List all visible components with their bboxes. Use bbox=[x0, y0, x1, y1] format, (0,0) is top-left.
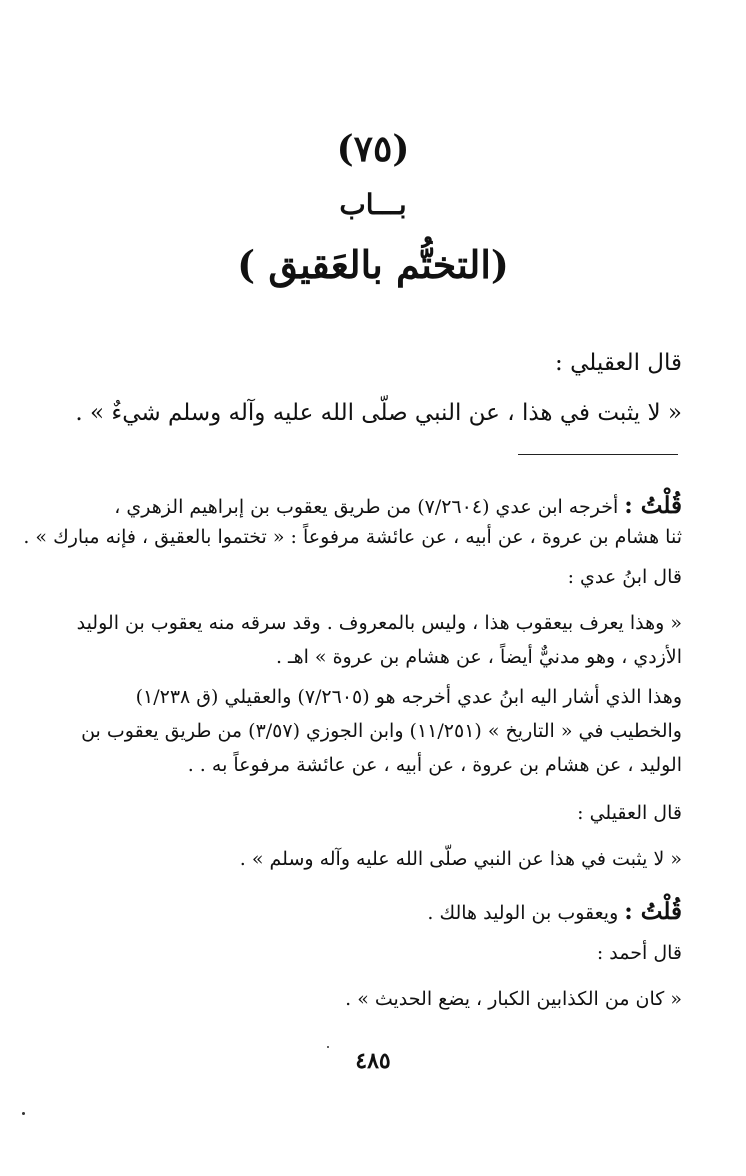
commentary-line: وهذا الذي أشار اليه ابنُ عدي أخرجه هو (٧/٢٦٠٥) والعقيلي (ق ١/٢٣٨) bbox=[135, 686, 682, 708]
commentary-line: قال أحمد : bbox=[596, 942, 682, 964]
commentary-line: ثنا هشام بن عروة ، عن أبيه ، عن عائشة مرفوعاً : « تختموا بالعقيق ، فإنه مبارك » . bbox=[23, 526, 682, 548]
commentary-line: الوليد ، عن هشام بن عروة ، عن أبيه ، عن عائشة مرفوعاً به . . bbox=[187, 754, 682, 776]
commentary-text: ويعقوب بن الوليد هالك . bbox=[427, 902, 625, 924]
section-label: بـــاب bbox=[339, 188, 407, 221]
commentary-line: « وهذا يعرف بيعقوب هذا ، وليس بالمعروف . وقد سرقه منه يعقوب بن الوليد bbox=[76, 612, 682, 634]
section-title: (التختُّم بالعَقيق ) bbox=[237, 242, 509, 287]
print-speck bbox=[327, 1046, 329, 1048]
chapter-number: (٧٥) bbox=[336, 128, 410, 170]
qultu-lead: قُلْتُ : bbox=[624, 492, 682, 519]
commentary-line bbox=[62, 492, 682, 519]
commentary-text: أخرجه ابن عدي (٧/٢٦٠٤) من طريق يعقوب بن إبراهيم الزهري ، bbox=[114, 496, 625, 518]
commentary-line: قال ابنُ عدي : bbox=[567, 566, 682, 588]
intro-quote: « لا يثبت في هذا ، عن النبي صلّى الله عليه وآله وسلم شيءٌ » . bbox=[75, 400, 682, 426]
separator-rule bbox=[518, 454, 678, 455]
commentary-line: الأزدي ، وهو مدنيٌّ أيضاً ، عن هشام بن عروة » اهـ . bbox=[275, 646, 682, 668]
commentary-line: « لا يثبت في هذا عن النبي صلّى الله عليه وآله وسلم » . bbox=[239, 848, 682, 870]
print-speck bbox=[22, 1112, 25, 1115]
commentary-line bbox=[62, 898, 682, 925]
commentary-line: قال العقيلي : bbox=[577, 802, 682, 824]
page-number: ٤٨٥ bbox=[355, 1048, 391, 1074]
commentary-line: « كان من الكذابين الكبار ، يضع الحديث » . bbox=[345, 988, 682, 1010]
intro-speaker: قال العقيلي : bbox=[555, 350, 682, 376]
commentary-line: والخطيب في « التاريخ » (١١/٢٥١) وابن الجوزي (٣/٥٧) من طريق يعقوب بن bbox=[81, 720, 682, 742]
qultu-lead: قُلْتُ : bbox=[624, 898, 682, 925]
